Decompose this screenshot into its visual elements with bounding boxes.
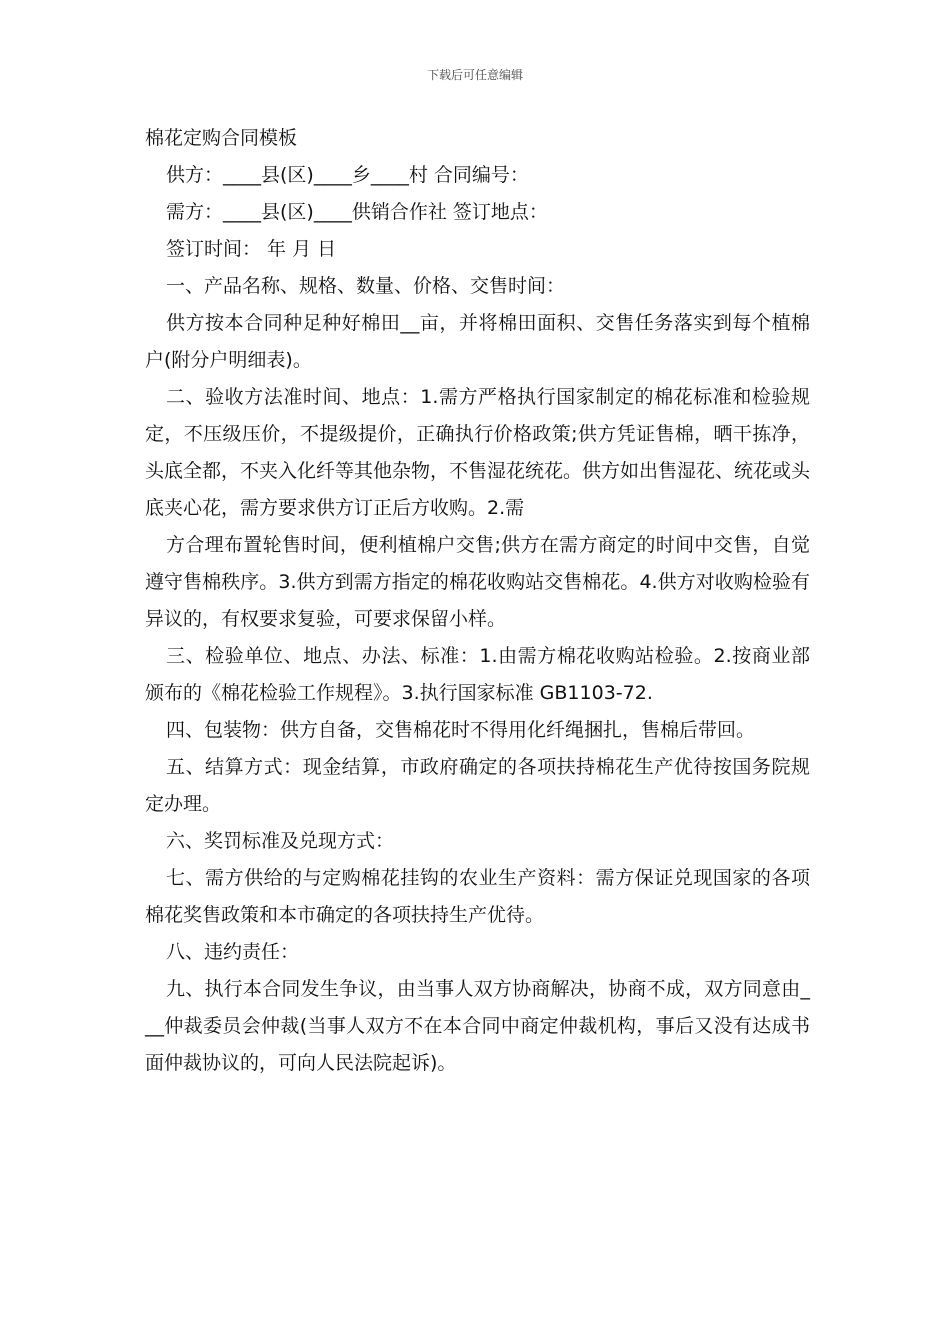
paragraph-section-8: 八、违约责任： — [166, 941, 300, 963]
paragraph-section-3: 三、检验单位、地点、办法、标准：1.由需方棉花收购站检验。2.按商业部颁布的《棉花检验工作规程》。3.执行国家标准 GB1103-72. — [145, 645, 810, 704]
paragraph-section-6: 六、奖罚标准及兑现方式： — [166, 830, 395, 852]
page-header: 下载后可任意编辑 — [426, 68, 523, 82]
paragraph-section-5: 五、结算方式：现金结算，市政府确定的各项扶持棉花生产优待按国务院规定办理。 — [145, 756, 810, 815]
paragraph-section-2-cont: 方合理布置轮售时间，便利植棉户交售;供方在需方商定的时间中交售，自觉遵守售棉秩序。3.供方到需方指定的棉花收购站交售棉花。4.供方对收购检验有异议的，有权要求复验，可要求保留小样。 — [145, 534, 810, 630]
paragraph-section-2: 二、验收方法准时间、地点：1.需方严格执行国家制定的棉花标准和检验规定，不压级压价，不提级提价，正确执行价格政策;供方凭证售棉，晒干拣净，头底全都，不夹入化纤等其他杂物，不售湿花统花。供方如出售湿花、统花或头底夹心花，需方要求供方订正后方收购。2.需 — [145, 386, 811, 519]
paragraph-supplier: 供方：____县(区)____乡____村 合同编号： — [166, 164, 529, 186]
document-title: 棉花定购合同模板 — [145, 127, 298, 149]
paragraph-section-9: 九、执行本合同发生争议，由当事人双方协商解决，协商不成，双方同意由___仲裁委员会仲裁(当事人双方不在本合同中商定仲裁机构，事后又没有达成书面仲裁协议的，可向人民法院起诉)。 — [145, 978, 810, 1074]
paragraph-section-1: 一、产品名称、规格、数量、价格、交售时间： — [166, 275, 566, 297]
document-body — [145, 120, 810, 1082]
paragraph-section-7: 七、需方供给的与定购棉花挂钩的农业生产资料：需方保证兑现国家的各项棉花奖售政策和本市确定的各项扶持生产优待。 — [145, 867, 810, 926]
paragraph-sign-date: 签订时间： 年 月 日 — [166, 238, 337, 260]
paragraph-section-1-body: 供方按本合同种足种好棉田__亩，并将棉田面积、交售任务落实到每个植棉户(附分户明细表)。 — [145, 312, 810, 371]
paragraph-section-4: 四、包装物：供方自备，交售棉花时不得用化纤绳捆扎，售棉后带回。 — [166, 719, 756, 741]
paragraph-buyer: 需方：____县(区)____供销合作社 签订地点： — [166, 201, 548, 223]
